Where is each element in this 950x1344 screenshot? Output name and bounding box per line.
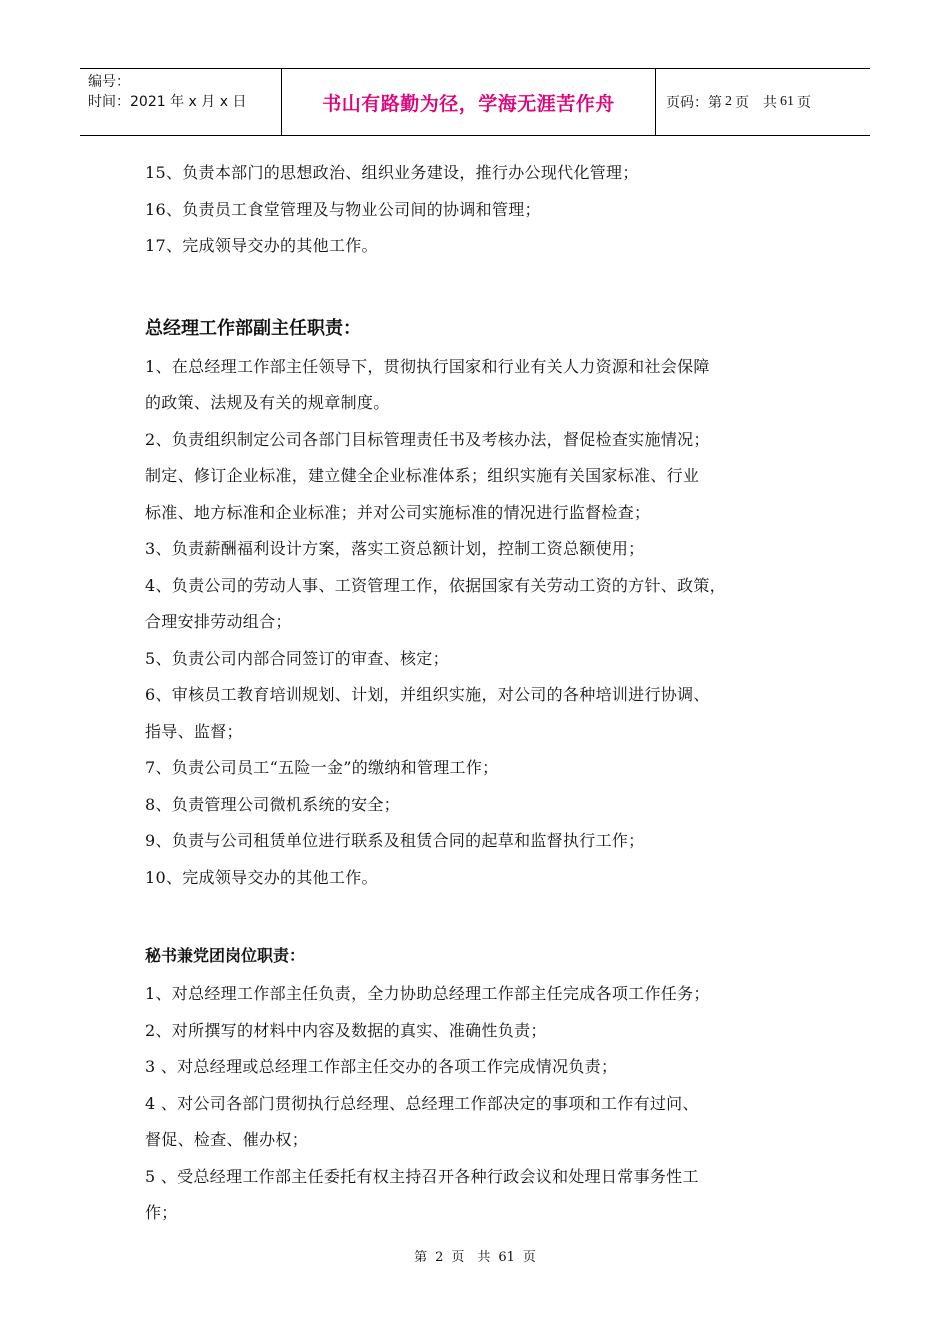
duty-line: 16、负责员工食堂管理及与物业公司间的协调和管理； — [145, 199, 541, 219]
duty-line: 10、完成领导交办的其他工作。 — [145, 867, 378, 887]
page-header — [80, 68, 870, 136]
duty-line: 3 、对总经理或总经理工作部主任交办的各项工作完成情况负责； — [145, 1057, 618, 1076]
footer-mid: 页 共 — [451, 1250, 491, 1265]
duty-line: 指导、监督； — [145, 721, 243, 741]
page-footer — [0, 1246, 950, 1265]
page-current: 2 — [725, 94, 732, 109]
page-suffix: 页 — [797, 95, 811, 111]
page-prefix: 页码：第 — [666, 95, 722, 111]
section-deputy-director-duties — [145, 309, 825, 897]
footer-current-page: 2 — [435, 1250, 444, 1265]
duty-line: 4 、对公司各部门贯彻执行总经理、总经理工作部决定的事项和工作有过问、 — [145, 1093, 699, 1113]
section-secretary-duties — [145, 936, 825, 1232]
duty-line: 6、审核员工教育培训规划、计划，并组织实施，对公司的各种培训进行协调、 — [145, 685, 710, 704]
duty-line: 7、负责公司员工“五险一金”的缴纳和管理工作； — [145, 758, 499, 777]
duty-line: 1、在总经理工作部主任领导下，贯彻执行国家和行业有关人力资源和社会保障 — [145, 356, 710, 376]
duty-line: 5 、受总经理工作部主任委托有权主持召开各种行政会议和处理日常事务性工 — [145, 1166, 699, 1186]
footer-suffix: 页 — [522, 1250, 536, 1265]
time-value: 2021 年 x 月 x 日 — [130, 94, 247, 110]
duty-line: 的政策、法规及有关的规章制度。 — [145, 393, 390, 412]
page-total: 61 — [780, 94, 794, 109]
duty-line: 3、负责薪酬福利设计方案，落实工资总额计划，控制工资总额使用； — [145, 539, 645, 558]
header-motto-cell — [282, 69, 656, 135]
document-number-label: 编号： — [88, 74, 130, 90]
section-heading: 秘书兼党团岗位职责： — [145, 946, 306, 965]
footer-total-pages: 61 — [498, 1250, 515, 1265]
time-label: 时间： — [88, 94, 130, 110]
document-body — [145, 155, 825, 1232]
header-motto: 书山有路勤为径，学海无涯苦作舟 — [322, 92, 615, 115]
duty-line: 5、负责公司内部合同签订的审查、核定； — [145, 648, 449, 668]
section-heading: 总经理工作部副主任职责： — [145, 317, 361, 339]
duty-line: 作； — [145, 1203, 178, 1222]
duty-line: 制定、修订企业标准，建立健全企业标准体系；组织实施有关国家标准、行业 — [145, 466, 700, 485]
duty-line: 4、负责公司的劳动人事、工资管理工作，依据国家有关劳动工资的方针、政策， — [145, 575, 726, 595]
duty-line: 2、对所撰写的材料中内容及数据的真实、准确性负责； — [145, 1020, 547, 1040]
duty-line: 9、负责与公司租赁单位进行联系及租赁合同的起草和监督执行工作； — [145, 831, 645, 850]
duty-line: 标准、地方标准和企业标准；并对公司实施标准的情况进行监督检查； — [145, 502, 651, 522]
duty-line: 合理安排劳动组合； — [145, 612, 292, 631]
footer-prefix: 第 — [414, 1250, 428, 1265]
header-page-info — [656, 69, 870, 135]
duty-line: 2、负责组织制定公司各部门目标管理责任书及考核办法，督促检查实施情况； — [145, 429, 710, 449]
duty-line: 8、负责管理公司微机系统的安全； — [145, 794, 400, 814]
document-date — [88, 92, 281, 112]
duty-line: 1、对总经理工作部主任负责，全力协助总经理工作部主任完成各项工作任务； — [145, 984, 710, 1003]
duty-line: 17、完成领导交办的其他工作。 — [145, 236, 378, 255]
page-mid: 页 共 — [735, 95, 777, 111]
duty-line: 督促、检查、催办权； — [145, 1130, 309, 1149]
section-continued-duties — [145, 155, 825, 265]
header-meta — [80, 69, 282, 135]
duty-line: 15、负责本部门的思想政治、组织业务建设，推行办公现代化管理； — [145, 163, 639, 182]
